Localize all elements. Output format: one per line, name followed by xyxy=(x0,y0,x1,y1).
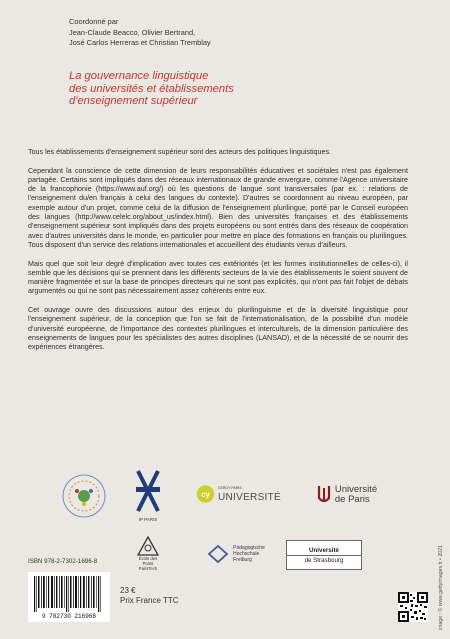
ph-freiburg-line-1: Pädagogische xyxy=(233,545,265,551)
ecole-des-ponts-logo xyxy=(133,533,163,573)
universite-paris-mark-icon xyxy=(317,484,331,506)
title-line-2: des universités et établissements xyxy=(69,82,234,95)
coordinators-line-1: Jean-Claude Beacco, Olivier Bertrand, xyxy=(69,27,196,37)
ecole-ponts-line-2: ParisTech xyxy=(138,565,158,571)
universite-paris-line-2: de Paris xyxy=(334,494,370,505)
book-title xyxy=(69,70,399,108)
universite-paris-line-1: Université xyxy=(334,484,378,495)
barcode-icon xyxy=(28,572,110,622)
strasbourg-line-1: Université xyxy=(309,546,339,554)
ph-freiburg-line-3: Freiburg xyxy=(233,557,252,563)
cy-universite-label: UNIVERSITÉ xyxy=(217,492,281,503)
image-credit xyxy=(436,520,446,630)
polytechnique-crest-icon xyxy=(134,469,162,513)
blurb-paragraph-1: Tous les établissements d'enseignement supérieur sont des acteurs des politiques linguistiques. xyxy=(28,148,332,156)
title-line-3: d'enseignement supérieur xyxy=(69,95,198,108)
ph-freiburg-logo xyxy=(196,540,276,568)
svg-text:cy: cy xyxy=(201,490,210,500)
strasbourg-line-2: de Strasbourg xyxy=(287,555,361,565)
coordinators-line-2: José Carlos Herreras et Christian Tremblay xyxy=(69,38,211,47)
coordination-block xyxy=(69,17,211,49)
universite-strasbourg-logo xyxy=(286,540,362,570)
ip-paris-label: IP PARIS xyxy=(138,517,158,522)
cy-universite-logo xyxy=(196,481,281,507)
plurilinguisme-emblem-icon xyxy=(58,470,110,522)
ecole-ponts-line-1: École des Ponts xyxy=(138,555,158,566)
image-credit-text: image : © www.gettyimages.fr • 2021 xyxy=(438,545,444,630)
coordination-label: Coordonné par xyxy=(69,17,119,26)
blurb-paragraph-4: Cet ouvrage ouvre des discussions autour des enjeux du plurilinguisme et de la diversité linguistique pour l'enseignement supérieur, de la conception que l'on se fait de l'internationalisation, de la possibilité d'un modèle d'université européenne, de l'importance des contextes plurilingues et interculturels, de la dimension particulière des enseignements de langues pour les spécialistes des autres disciplines (LANSAD), et de la nécessité de se nourrir des expériences étrangères. xyxy=(28,306,408,352)
title-line-1: La gouvernance linguistique xyxy=(69,70,209,82)
polytechnique-logo xyxy=(133,466,163,526)
qr-code xyxy=(398,592,428,622)
qr-code-icon xyxy=(398,592,428,622)
blurb xyxy=(28,148,408,362)
ph-freiburg-line-2: Hochschule xyxy=(233,551,260,557)
price-note: Prix France TTC xyxy=(120,596,179,605)
cy-monogram-icon xyxy=(196,482,215,506)
barcode xyxy=(28,572,110,622)
isbn: ISBN 978-2-7302-1696-8 xyxy=(28,558,98,565)
plurilinguisme-logo xyxy=(58,470,110,522)
blurb-paragraph-2: Cependant la conscience de cette dimension de leurs responsabilités éducatives et sociétales n'est pas également partagée. Certains sont impliqués dans des réseaux internationaux de grande envergure, comme l'Agence universitaire de la francophonie (https://www.auf.org/) où les questions de langue sont transversales (par ex. : relations de l'enseignement du/en français à celui des langues du contexte). D'autres se coordonnent au niveau européen, par exemple autour d'un projet, comme celui de la diffusion de l'enseignement plurilingue, porté par le Conseil européen des langues (http://www.celelc.org/about_us/index.html). Bien des universités françaises et des établissements d'enseignement supérieur sont impliqués dans des projets européens ou sont entrés dans des réseaux de coopération avec d'autres universités dans le monde, en particulier pour mettre en place des formations en français ou plurilingues. Tous disposent d'un service des relations internationales et accueillent des étudiants venus d'ailleurs. xyxy=(28,166,408,249)
cy-small-label: CERGY PARIS xyxy=(217,486,242,490)
ph-freiburg-diamond-icon xyxy=(207,544,229,564)
blurb-paragraph-3: Mais quel que soit leur degré d'implication avec toutes ces extériorités (et les formes institutionnelles de celles-ci), il semble que les décisions qui se prennent dans les différents secteurs de la vie des établissements le soient souvent de manière fragmentée et sur la base de principes directeurs qui ne sont pas explicités, qui n'ont pas fait l'objet de débats argumentés ou qui ne sont pas nécessairement assez cohérents entre eux. xyxy=(28,259,408,296)
price-amount: 23 € xyxy=(120,586,136,595)
barcode-digits: 9 782730 216968 xyxy=(41,613,97,620)
ecole-ponts-triangle-icon xyxy=(137,536,159,556)
universite-de-paris-logo xyxy=(307,482,387,508)
price-block xyxy=(120,586,179,606)
